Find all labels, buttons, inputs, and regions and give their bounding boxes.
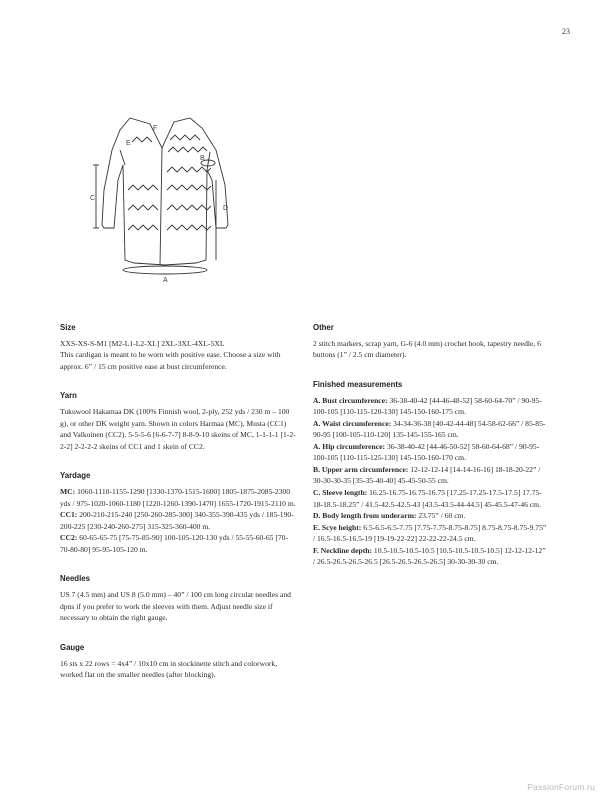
label-d: D — [223, 205, 229, 212]
measurement-label: D. Body length from underarm: — [313, 511, 417, 521]
label-f: F — [153, 125, 158, 132]
measurement-value: 36-38-40-42 [44-46-50-52] 58-60-64-68” / 90-95-100-105 [110-115-125-130] 145-150-160-170 cm. — [313, 441, 540, 463]
yardage-cc1-text: 200-210-215-240 [250-260-285-300] 340-355-390-435 yds / 185-190-200-225 [230-240-260-275] 315-325-360-400 m. — [60, 510, 294, 531]
measurement-value: 34-34-36-38 [40-42-44-48] 54-58-62-66” / 85-85-90-95 [100-105-110-120] 135-145-155-165 cm. — [313, 418, 546, 440]
yarn-section — [60, 390, 296, 452]
measurement-value: 36-38-40-42 [44-46-48-52] 58-60-64-70” / 90-95-100-105 [110-115-120-130] 145-150-160-175 cm. — [313, 395, 542, 417]
page-number: 23 — [562, 27, 570, 36]
measurement-label: A. Waist circumference: — [313, 418, 392, 428]
other-section — [313, 322, 549, 361]
needles-section — [60, 573, 296, 623]
measurement-item — [313, 418, 549, 441]
measurement-item — [313, 510, 549, 522]
measurement-label: F. Neckline depth: — [313, 545, 372, 555]
left-column — [60, 322, 296, 699]
size-note: This cardigan is meant to be worn with positive ease. Choose a size with approx. 6” / 15 cm positive ease at bust circumference. — [60, 350, 281, 371]
gauge-heading: Gauge — [60, 642, 85, 652]
yardage-mc-label: MC: — [60, 487, 76, 497]
measurement-item — [313, 545, 549, 568]
finished-heading: Finished measurements — [313, 379, 403, 389]
measurement-label: B. Upper arm circumference: — [313, 464, 409, 474]
yardage-mc-text: 1060-1110-1155-1290 [1330-1370-1515-1600] 1805-1875-2085-2300 yds / 975-1020-1060-1180 [1220-1260-1390-1470] 1655-1720-1915-2110 m. — [60, 487, 296, 508]
measurement-value: 16.25-16.75-16.75-16.75 [17.25-17.25-17.5-17.5] 17.75-18-18.5-18.25” / 41.5-42.5-42.5-43 [43.5-43.5-44-44.5] 45-45.5-47-46 cm. — [313, 488, 542, 509]
watermark: PassionForum.ru — [527, 782, 595, 792]
yardage-cc1 — [60, 509, 296, 532]
measurement-value: 12-12-12-14 [14-14-16-16] 18-18-20-22” / 30-30-30-35 [35-35-40-40] 45-45-50-55 cm. — [313, 464, 541, 486]
yarn-heading: Yarn — [60, 391, 77, 401]
label-a: A — [163, 277, 168, 284]
measurement-value: 6.5-6.5-6.5-7.75 [7.75-7.75-8.75-8.75] 8.75-8.75-8.75-9.75” / 16.5-16.5-16.5-19 [19-19-22-22] 22-22-22-24.5 cm. — [313, 522, 547, 544]
measurement-item — [313, 522, 549, 545]
measurement-value: 10.5-10.5-10.5-10.5 [10.5-10.5-10.5-10.5] 12-12-12-12” / 26.5-26.5-26.5-26.5 [26.5-26.5-26.5-26.5] 30-30-30-30 cm. — [313, 545, 546, 567]
measurement-label: C. Sleeve length: — [313, 488, 368, 497]
finished-section — [313, 379, 549, 568]
needles-text: US 7 (4.5 mm) and US 8 (5.0 mm) – 40” / 100 cm long circular needles and dpns if you prefer to work the sleeves with them. Adjust needle size if necessary to obtain the right gauge. — [60, 590, 291, 623]
label-e: E — [126, 140, 131, 147]
yardage-cc2 — [60, 532, 296, 555]
cardigan-schematic — [90, 110, 250, 295]
yardage-cc2-text: 60-65-65-75 [75-75-85-90] 100-105-120-130 yds / 55-55-60-65 [70-70-80-80] 95-95-105-120 m. — [60, 533, 288, 554]
right-column — [313, 322, 549, 586]
measurement-value: 23.75” / 60 cm. — [416, 511, 466, 521]
measurement-item — [313, 395, 549, 418]
other-heading: Other — [313, 323, 334, 332]
label-c: C — [90, 195, 96, 202]
size-list: XXS-XS-S-M1 [M2-L1-L2-XL] 2XL-3XL-4XL-5XL — [60, 338, 225, 348]
measurement-item — [313, 487, 549, 510]
yarn-text: Tukuwool Hakamaa DK (100% Finnish wool, 2-ply, 252 yds / 230 m – 100 g), or other DK weight yarn. Shown in colors Harmaa (MC), Musta (CC1) and Valkoinen (CC2). 5-5-5-6 [6-6-7-7] 8-8-9-10 skeins of MC, 1-1-1-1 [1-2-2-2] 2-2-2-2 skeins of CC1 and 1 skein of CC2. — [60, 407, 296, 451]
gauge-text: 16 sts x 22 rows = 4x4” / 10x10 cm in stockinette stitch and colorwork, worked flat on the smaller needles (after blocking). — [60, 658, 278, 680]
yardage-mc — [60, 486, 296, 509]
measurement-label: E. Scye height: — [313, 522, 362, 532]
measurement-item — [313, 464, 549, 487]
measurement-label: A. Bust circumference: — [313, 395, 388, 405]
measurement-label: A. Hip circumference: — [313, 441, 386, 451]
yardage-section — [60, 470, 296, 555]
yardage-cc1-label: CC1: — [60, 510, 78, 520]
size-section — [60, 322, 296, 372]
other-text: 2 stitch markers, scrap yarn, G-6 (4.0 mm) crochet hook, tapestry needle, 6 buttons (1” / 2.5 cm diameter). — [313, 338, 541, 360]
yardage-heading: Yardage — [60, 471, 91, 481]
measurement-item — [313, 441, 549, 464]
yardage-cc2-label: CC2: — [60, 533, 78, 543]
label-b: B — [200, 155, 205, 162]
size-heading: Size — [60, 323, 76, 332]
gauge-section — [60, 642, 296, 681]
needles-heading: Needles — [60, 574, 90, 584]
